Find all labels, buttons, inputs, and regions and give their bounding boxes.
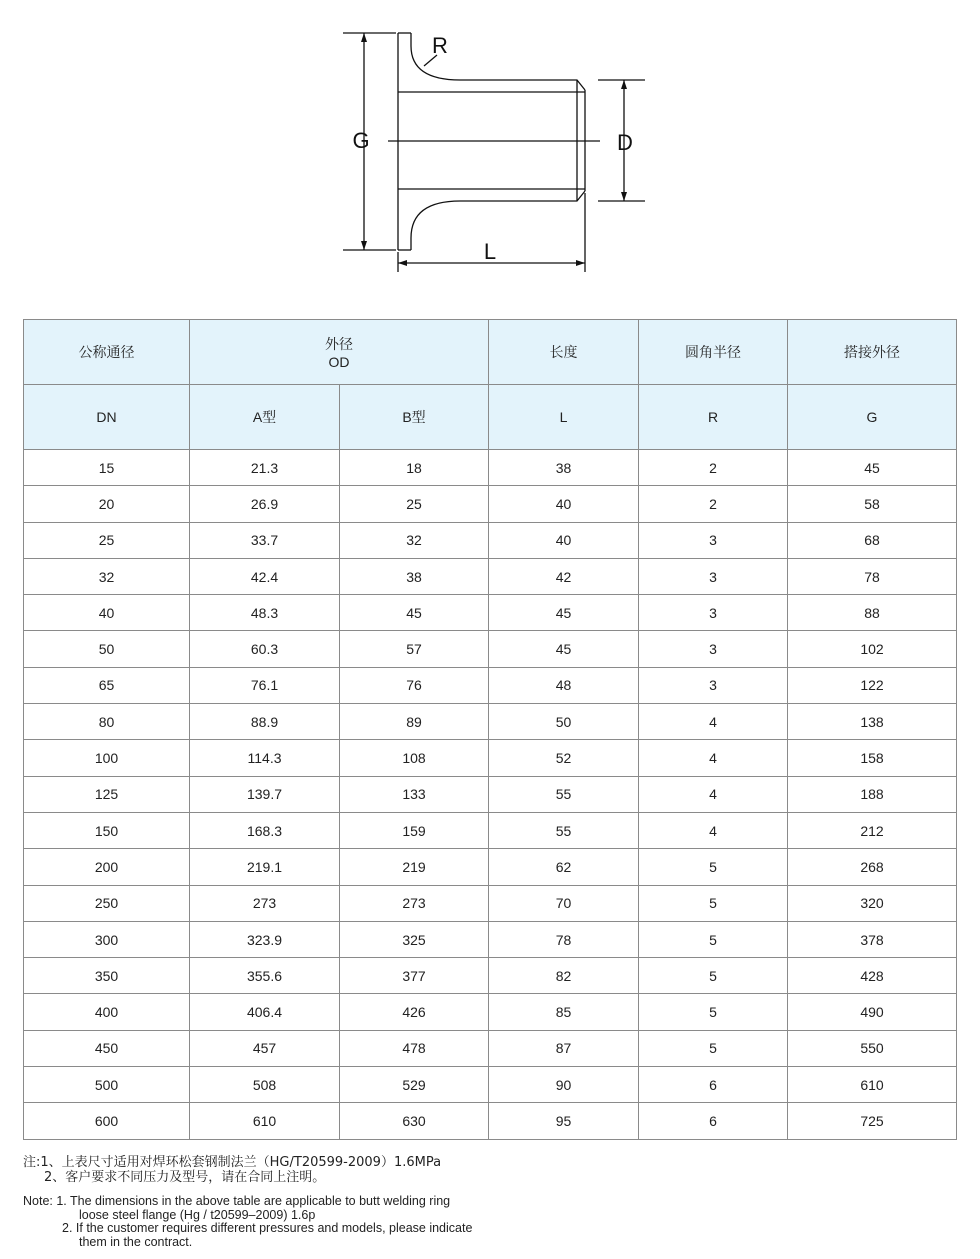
cell-od-b: 18 — [340, 450, 489, 486]
note-en-4: them in the contract. — [79, 1234, 193, 1249]
table-row — [24, 1067, 957, 1103]
table-row — [24, 522, 957, 558]
table-row — [24, 558, 957, 594]
cell-od-a: 508 — [190, 1067, 340, 1103]
cell-od-a: 273 — [190, 885, 340, 921]
cell-od-b: 89 — [340, 704, 489, 740]
cell-radius: 5 — [639, 1030, 788, 1066]
cell-od-a: 610 — [190, 1103, 340, 1139]
cell-length: 45 — [489, 595, 639, 631]
cell-od-a: 114.3 — [190, 740, 340, 776]
note-cn-1: 注:1、上表尺寸适用对焊环松套钢制法兰（HG/T20599-2009）1.6MPa — [23, 1155, 442, 1170]
cell-od-a: 457 — [190, 1030, 340, 1066]
table-row — [24, 450, 957, 486]
cell-dn: 450 — [24, 1030, 190, 1066]
cell-radius: 2 — [639, 486, 788, 522]
cell-length: 87 — [489, 1030, 639, 1066]
cell-od-b: 108 — [340, 740, 489, 776]
cell-radius: 3 — [639, 558, 788, 594]
cell-length: 52 — [489, 740, 639, 776]
cell-lap-od: 138 — [788, 704, 957, 740]
header-radius: 圆角半径 — [639, 320, 788, 385]
d-arrow-top — [621, 80, 627, 89]
label-r: R — [432, 33, 448, 58]
cell-lap-od: 320 — [788, 885, 957, 921]
header-row-2 — [24, 385, 957, 450]
cell-od-a: 33.7 — [190, 522, 340, 558]
cell-od-b: 76 — [340, 667, 489, 703]
cell-length: 40 — [489, 486, 639, 522]
table-row — [24, 486, 957, 522]
cell-radius: 4 — [639, 812, 788, 848]
cell-lap-od: 88 — [788, 595, 957, 631]
table-row — [24, 704, 957, 740]
table-row — [24, 958, 957, 994]
cell-dn: 50 — [24, 631, 190, 667]
header-od-en: OD — [328, 354, 350, 370]
l-arrow-right — [576, 260, 585, 266]
note-en-2: loose steel flange (Hg / t20599–2009) 1.6p — [79, 1207, 316, 1222]
table-row — [24, 921, 957, 957]
spec-table — [23, 319, 957, 1140]
table-row — [24, 1103, 957, 1139]
cell-od-a: 76.1 — [190, 667, 340, 703]
note-en-1: Note: 1. The dimensions in the above table are applicable to butt welding ring — [23, 1194, 451, 1208]
cell-radius: 3 — [639, 667, 788, 703]
header-l: L — [489, 385, 639, 450]
cell-od-a: 355.6 — [190, 958, 340, 994]
cell-od-b: 377 — [340, 958, 489, 994]
table-row — [24, 812, 957, 848]
cell-lap-od: 212 — [788, 812, 957, 848]
cell-radius: 3 — [639, 595, 788, 631]
cell-dn: 500 — [24, 1067, 190, 1103]
cell-od-b: 38 — [340, 558, 489, 594]
cell-radius: 6 — [639, 1103, 788, 1139]
cell-lap-od: 610 — [788, 1067, 957, 1103]
cell-length: 90 — [489, 1067, 639, 1103]
table-row — [24, 849, 957, 885]
cell-length: 40 — [489, 522, 639, 558]
cell-length: 95 — [489, 1103, 639, 1139]
cell-dn: 400 — [24, 994, 190, 1030]
cell-dn: 200 — [24, 849, 190, 885]
cell-length: 78 — [489, 921, 639, 957]
cell-lap-od: 58 — [788, 486, 957, 522]
cell-od-b: 159 — [340, 812, 489, 848]
cell-length: 42 — [489, 558, 639, 594]
lower-fillet — [411, 191, 585, 250]
cell-length: 55 — [489, 812, 639, 848]
label-l: L — [483, 239, 497, 264]
header-type-a: A型 — [190, 385, 340, 450]
cell-lap-od: 102 — [788, 631, 957, 667]
l-arrow-left — [398, 260, 407, 266]
cell-od-b: 45 — [340, 595, 489, 631]
g-arrow-bottom — [361, 241, 367, 250]
cell-radius: 5 — [639, 994, 788, 1030]
cell-radius: 6 — [639, 1067, 788, 1103]
label-d: D — [617, 130, 633, 155]
d-arrow-bottom — [621, 192, 627, 201]
cell-length: 50 — [489, 704, 639, 740]
cell-lap-od: 490 — [788, 994, 957, 1030]
table-row — [24, 740, 957, 776]
header-dn: DN — [24, 385, 190, 450]
header-row-1 — [24, 320, 957, 385]
cell-radius: 3 — [639, 631, 788, 667]
cell-dn: 32 — [24, 558, 190, 594]
cell-length: 62 — [489, 849, 639, 885]
cell-od-b: 32 — [340, 522, 489, 558]
cell-lap-od: 78 — [788, 558, 957, 594]
table-row — [24, 1030, 957, 1066]
table-body — [24, 450, 957, 1140]
notes-cn — [23, 1155, 441, 1185]
cell-od-a: 48.3 — [190, 595, 340, 631]
header-r: R — [639, 385, 788, 450]
header-od — [190, 320, 489, 385]
cell-radius: 5 — [639, 958, 788, 994]
cell-radius: 4 — [639, 704, 788, 740]
cell-od-b: 478 — [340, 1030, 489, 1066]
cell-dn: 80 — [24, 704, 190, 740]
cell-od-b: 529 — [340, 1067, 489, 1103]
cell-radius: 2 — [639, 450, 788, 486]
cell-od-a: 323.9 — [190, 921, 340, 957]
cell-od-a: 168.3 — [190, 812, 340, 848]
table-row — [24, 631, 957, 667]
cell-dn: 250 — [24, 885, 190, 921]
cell-length: 45 — [489, 631, 639, 667]
cell-od-a: 88.9 — [190, 704, 340, 740]
cell-dn: 100 — [24, 740, 190, 776]
cell-dn: 300 — [24, 921, 190, 957]
notes-en — [23, 1195, 472, 1249]
label-g: G — [352, 128, 370, 153]
cell-lap-od: 122 — [788, 667, 957, 703]
cell-dn: 20 — [24, 486, 190, 522]
cell-lap-od: 550 — [788, 1030, 957, 1066]
cell-radius: 5 — [639, 885, 788, 921]
cell-dn: 350 — [24, 958, 190, 994]
cell-lap-od: 378 — [788, 921, 957, 957]
cell-lap-od: 45 — [788, 450, 957, 486]
note-cn-2: 2、客户要求不同压力及型号，请在合同上注明。 — [44, 1170, 326, 1185]
cell-lap-od: 158 — [788, 740, 957, 776]
cell-od-b: 426 — [340, 994, 489, 1030]
cell-radius: 4 — [639, 740, 788, 776]
cell-dn: 40 — [24, 595, 190, 631]
table-row — [24, 994, 957, 1030]
flange-drawing — [0, 0, 980, 300]
header-lap: 搭接外径 — [788, 320, 957, 385]
cell-od-b: 133 — [340, 776, 489, 812]
note-en-3: 2. If the customer requires different pressures and models, please indicate — [62, 1221, 473, 1235]
header-nominal: 公称通径 — [24, 320, 190, 385]
cell-dn: 15 — [24, 450, 190, 486]
cell-od-a: 60.3 — [190, 631, 340, 667]
cell-length: 85 — [489, 994, 639, 1030]
cell-od-b: 630 — [340, 1103, 489, 1139]
cell-dn: 25 — [24, 522, 190, 558]
cell-lap-od: 188 — [788, 776, 957, 812]
cell-od-b: 57 — [340, 631, 489, 667]
cell-od-a: 406.4 — [190, 994, 340, 1030]
cell-radius: 5 — [639, 849, 788, 885]
cell-length: 38 — [489, 450, 639, 486]
header-length: 长度 — [489, 320, 639, 385]
cell-length: 82 — [489, 958, 639, 994]
cell-lap-od: 68 — [788, 522, 957, 558]
cell-dn: 600 — [24, 1103, 190, 1139]
cell-length: 70 — [489, 885, 639, 921]
cell-dn: 125 — [24, 776, 190, 812]
cell-lap-od: 725 — [788, 1103, 957, 1139]
cell-lap-od: 428 — [788, 958, 957, 994]
cell-lap-od: 268 — [788, 849, 957, 885]
table-row — [24, 885, 957, 921]
header-g: G — [788, 385, 957, 450]
cell-od-a: 42.4 — [190, 558, 340, 594]
table-row — [24, 595, 957, 631]
cell-od-b: 325 — [340, 921, 489, 957]
cell-dn: 150 — [24, 812, 190, 848]
cell-od-a: 26.9 — [190, 486, 340, 522]
cell-od-b: 219 — [340, 849, 489, 885]
header-od-cn: 外径 — [325, 336, 353, 352]
g-arrow-top — [361, 33, 367, 42]
table-row — [24, 667, 957, 703]
cell-od-b: 25 — [340, 486, 489, 522]
cell-radius: 5 — [639, 921, 788, 957]
cell-dn: 65 — [24, 667, 190, 703]
cell-od-a: 139.7 — [190, 776, 340, 812]
table-row — [24, 776, 957, 812]
header-type-b: B型 — [340, 385, 489, 450]
cell-od-b: 273 — [340, 885, 489, 921]
cell-radius: 3 — [639, 522, 788, 558]
cell-length: 48 — [489, 667, 639, 703]
cell-od-a: 219.1 — [190, 849, 340, 885]
cell-radius: 4 — [639, 776, 788, 812]
cell-length: 55 — [489, 776, 639, 812]
cell-od-a: 21.3 — [190, 450, 340, 486]
